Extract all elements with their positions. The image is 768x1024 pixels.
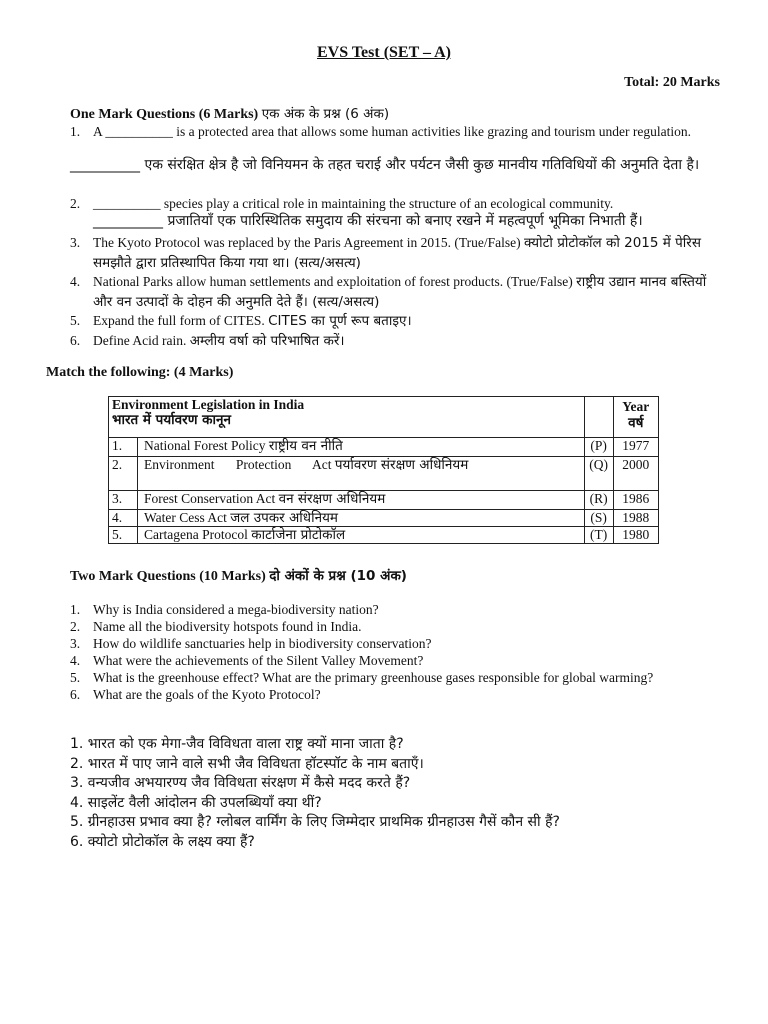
question-text-hi: CITES का पूर्ण रूप बताइए। [268, 313, 412, 329]
row-year: 1986 [613, 491, 658, 510]
question-number: 4. [70, 274, 81, 289]
legislation-cell [138, 527, 585, 544]
row-year: 1977 [613, 438, 658, 457]
one-mark-question-list-3 [70, 233, 715, 273]
row-year: 1980 [613, 527, 658, 544]
question-number: 3. [70, 235, 81, 250]
question-text-en: The Kyoto Protocol was replaced by the Paris Agreement in 2015. (True/False) [93, 235, 521, 250]
question-number: 6. [70, 333, 81, 348]
two-mark-question-3 [70, 635, 690, 652]
table-row [109, 438, 659, 457]
question-text-en: Expand the full form of CITES. [93, 313, 265, 328]
row-letter: (T) [584, 527, 613, 544]
question-text-en: A __________ is a protected area that allows some human activities like grazing and tourism under regulation. [93, 124, 691, 139]
two-mark-question-5 [70, 669, 690, 686]
question-number: 2. [70, 619, 81, 634]
row-number: 5. [109, 527, 138, 544]
one-mark-question-list-4 [70, 272, 710, 312]
question-text-en: What is the greenhouse effect? What are the primary greenhouse gases responsible for global warming? [93, 670, 654, 685]
question-text-en: __________ species play a critical role in maintaining the structure of an ecological community. [93, 196, 614, 211]
row-number: 1. [109, 438, 138, 457]
two-mark-question-list-en [70, 601, 690, 703]
question-text-en: What were the achievements of the Silent Valley Movement? [93, 653, 424, 668]
legislation-hi: राष्ट्रीय वन नीति [268, 438, 343, 454]
total-marks: Total: 20 Marks [624, 75, 720, 90]
row-number: 2. [109, 457, 138, 491]
two-mark-question-hi-1: 1. भारत को एक मेगा-जैव विविधता वाला राष्ट्र क्यों माना जाता है? [70, 736, 404, 752]
match-table [108, 396, 659, 544]
question-number: 1. [70, 124, 81, 139]
one-mark-question-5 [70, 311, 730, 331]
match-heading: Match the following: (4 Marks) [46, 365, 234, 380]
one-mark-question-list-5 [70, 311, 730, 351]
year-header [613, 397, 658, 438]
one-mark-heading-en: One Mark Questions (6 Marks) [70, 107, 259, 122]
question-text-en: Name all the biodiversity hotspots found in India. [93, 619, 362, 634]
row-number: 4. [109, 510, 138, 527]
legislation-hi: वन संरक्षण अधिनियम [278, 491, 386, 507]
page-title: EVS Test (SET – A) [317, 44, 451, 61]
letter-header [584, 397, 613, 438]
row-number: 3. [109, 491, 138, 510]
question-number: 4. [70, 653, 81, 668]
question-text-en: National Parks allow human settlements and exploitation of forest products. (True/False) [93, 274, 573, 289]
table-row [109, 491, 659, 510]
question-number: 2. [70, 196, 81, 211]
legislation-en: National Forest Policy [144, 438, 266, 453]
row-letter: (R) [584, 491, 613, 510]
row-year: 2000 [613, 457, 658, 491]
question-text-hi: क्योटो प्रोटोकॉल को 2015 में पेरिस समझौते द्वारा प्रतिस्थापित किया गया था। (सत्य/असत्य) [93, 235, 701, 271]
legislation-cell [138, 438, 585, 457]
question-text-hi: राष्ट्रीय उद्यान मानव बस्तियों और वन उत्पादों के दोहन की अनुमति देते हैं। (सत्य/असत्य) [93, 274, 707, 310]
question-number: 3. [70, 636, 81, 651]
two-mark-question-4 [70, 652, 690, 669]
legislation-cell [138, 510, 585, 527]
one-mark-question-4 [70, 272, 710, 312]
legislation-cell [138, 491, 585, 510]
question-number: 5. [70, 313, 81, 328]
legislation-cell [138, 457, 585, 491]
legislation-hi: जल उपकर अधिनियम [230, 510, 338, 526]
question-text-en: Why is India considered a mega-biodiversity nation? [93, 602, 379, 617]
two-mark-heading-en: Two Mark Questions (10 Marks) [70, 569, 266, 584]
legislation-header-hi: भारत में पर्यावरण कानून [112, 412, 232, 428]
legislation-en: Water Cess Act [144, 510, 227, 525]
legislation-hi: पर्यावरण संरक्षण अधिनियम [334, 457, 469, 473]
two-mark-heading [70, 566, 407, 585]
two-mark-question-2 [70, 618, 690, 635]
legislation-header [109, 397, 585, 438]
two-mark-question-hi-5: 5. ग्रीनहाउस प्रभाव क्या है? ग्लोबल वार्मिंग के लिए जिम्मेदार प्राथमिक ग्रीनहाउस गैसें कौन सी हैं? [70, 814, 560, 830]
two-mark-question-1 [70, 601, 690, 618]
legislation-en: Cartagena Protocol [144, 527, 248, 542]
one-mark-question-6 [70, 331, 730, 351]
year-header-en: Year [622, 399, 650, 414]
one-mark-question-2 [70, 195, 730, 231]
one-mark-question-1-hi: __________ एक संरक्षित क्षेत्र है जो विनियमन के तहत चराई और पर्यटन जैसी कुछ मानवीय गतिविधियों की अनुमति देता है। [70, 157, 700, 173]
one-mark-heading-hi: एक अंक के प्रश्न (6 अंक) [261, 106, 390, 122]
question-text-en: How do wildlife sanctuaries help in biodiversity conservation? [93, 636, 432, 651]
one-mark-question-3 [70, 233, 715, 273]
two-mark-question-hi-2: 2. भारत में पाए जाने वाले सभी जैव विविधता हॉटस्पॉट के नाम बताएँ। [70, 755, 424, 772]
row-letter: (S) [584, 510, 613, 527]
question-number: 5. [70, 670, 81, 685]
two-mark-heading-hi: दो अंकों के प्रश्न (10 अंक) [269, 568, 407, 584]
two-mark-question-hi-4: 4. साइलेंट वैली आंदोलन की उपलब्धियाँ क्या थीं? [70, 794, 322, 811]
two-mark-question-hi-3: 3. वन्यजीव अभयारण्य जैव विविधता संरक्षण में कैसे मदद करते हैं? [70, 775, 411, 791]
table-row [109, 527, 659, 544]
two-mark-question-list-hi [70, 735, 560, 852]
question-text-hi: __________ प्रजातियाँ एक पारिस्थितिक समुदाय की संरचना को बनाए रखने में महत्वपूर्ण भूमिका निभाती हैं। [93, 213, 643, 229]
year-header-hi: वर्ष [628, 415, 644, 431]
row-letter: (P) [584, 438, 613, 457]
two-mark-question-hi-6: 6. क्योटो प्रोटोकॉल के लक्ष्य क्या हैं? [70, 833, 255, 850]
table-row [109, 510, 659, 527]
row-year: 1988 [613, 510, 658, 527]
question-text-en: What are the goals of the Kyoto Protocol? [93, 687, 321, 702]
question-text-en: Define Acid rain. [93, 333, 187, 348]
legislation-en: Forest Conservation Act [144, 491, 276, 506]
one-mark-heading [70, 104, 389, 123]
legislation-hi: कार्टाजेना प्रोटोकॉल [251, 527, 346, 543]
legislation-header-en: Environment Legislation in India [112, 397, 305, 412]
question-number: 1. [70, 602, 81, 617]
question-number: 6. [70, 687, 81, 702]
table-row [109, 457, 659, 491]
question-text-hi: अम्लीय वर्षा को परिभाषित करें। [189, 333, 345, 349]
one-mark-question-list [70, 123, 730, 140]
match-table-header [109, 397, 659, 438]
two-mark-question-6 [70, 686, 690, 703]
row-letter: (Q) [584, 457, 613, 491]
legislation-en: Environment Protection Act [144, 457, 332, 472]
one-mark-question-1 [70, 123, 730, 140]
one-mark-question-list-2 [70, 195, 730, 231]
